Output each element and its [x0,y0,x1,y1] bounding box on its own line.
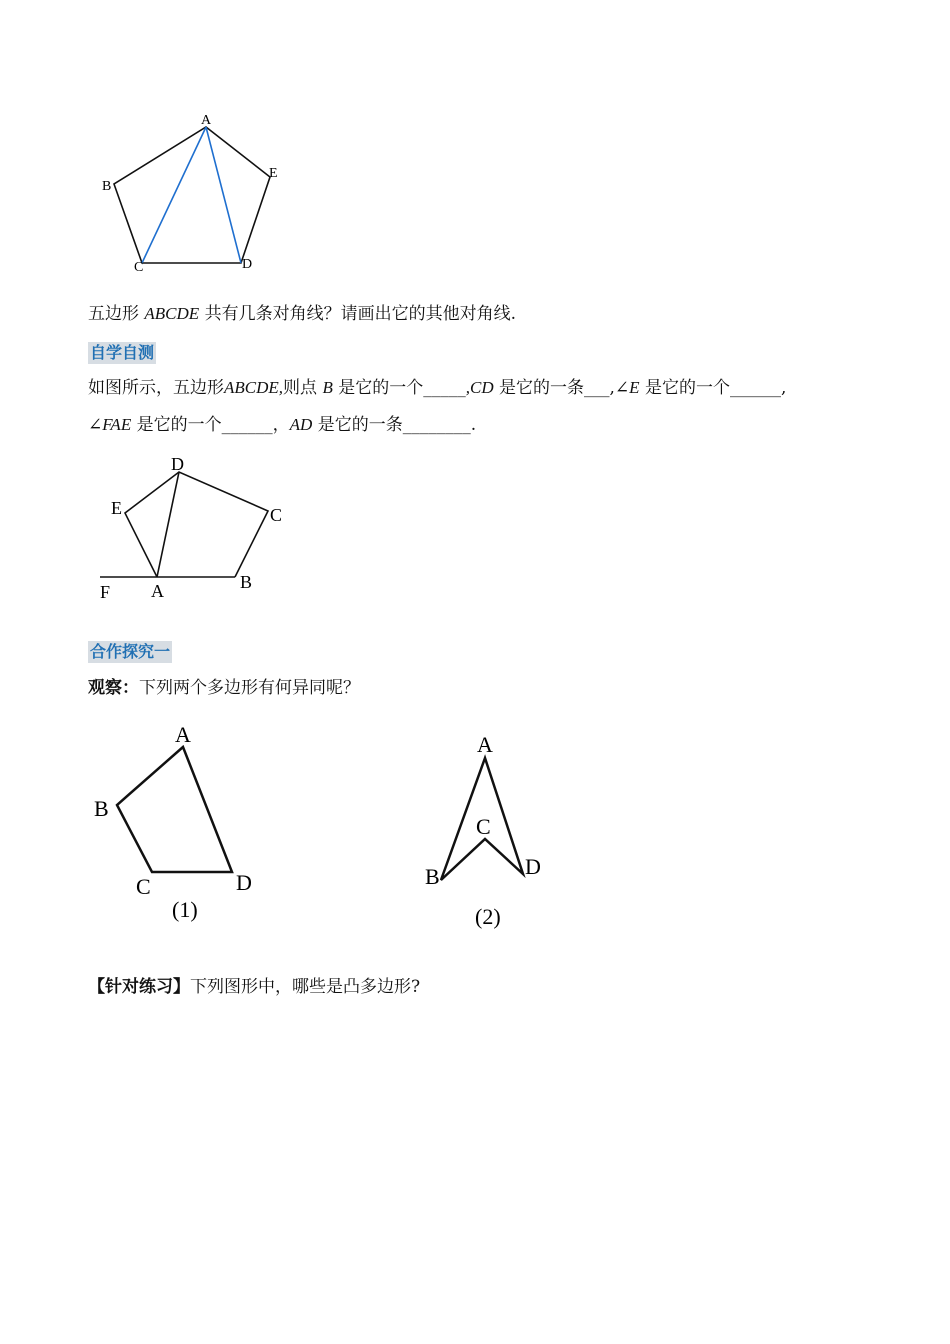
answer-blank[interactable]: ______ [729,378,781,398]
pentagon-outline [125,472,268,577]
question-text: 共有几条对角线？请画出它的其他对角线. [204,304,516,324]
vertex-label-c: C [134,260,144,275]
answer-blank[interactable]: ___ [584,378,610,398]
text: , [465,378,470,397]
figure-caption-1: (1) [172,897,198,922]
vertex-label-b: B [94,796,109,821]
observe-text: 下列两个多边形有何异同呢？ [139,678,360,698]
figure-caption-2: (2) [475,904,501,929]
section-heading-coop: 合作探究一 [90,642,171,661]
polygon-name: ABCDE [144,304,200,323]
vertex-label-b: B [102,179,112,194]
pentagon-exterior-angle-figure [95,450,295,605]
diagonal-ad [157,472,179,577]
quadrilateral-outline [117,747,232,872]
fill-blank-line-2 [88,414,476,436]
point-name: B [322,378,333,397]
vertex-label-c: C [270,505,283,525]
answer-blank[interactable]: ________ [402,415,471,435]
text: 是它的一条 [317,415,403,435]
vertex-label-a: A [151,581,164,601]
question-text: 五边形 [88,304,139,324]
practice-label: 【针对练习】 [88,977,190,997]
text: 是它的一个 [136,415,222,435]
vertex-label-d: D [242,257,253,272]
answer-blank[interactable]: ______ [221,415,273,435]
vertex-label-d: D [171,454,184,474]
pentagon-diagonal-figure [95,108,295,283]
angle-name: ∠E [614,378,640,397]
text: , [780,378,787,398]
text: 是它的一个 [338,378,424,398]
vertex-label-c: C [136,874,151,899]
text: ， [272,415,290,435]
text: 则点 [283,378,318,398]
practice-line [88,976,420,998]
section-heading-self-test: 自学自测 [90,343,155,362]
answer-blank[interactable]: _____ [423,378,466,398]
concave-quadrilateral-figure [415,725,565,935]
text: 如图所示，五边形 [88,378,224,398]
text: . [470,415,477,435]
diagonal-ad [206,127,241,263]
vertex-label-b: B [240,572,253,592]
vertex-label-d: D [236,870,252,895]
vertex-label-b: B [425,864,440,889]
vertex-label-e: E [269,166,278,181]
pentagon-outline [114,127,270,263]
vertex-label-a: A [175,722,191,747]
observe-line [88,677,360,699]
convex-quadrilateral-figure [88,715,278,930]
polygon-name: ABCDE, [224,378,284,397]
vertex-label-a: A [477,732,493,757]
text: , [609,378,615,398]
segment-name: CD [469,378,494,397]
segment-name: AD [289,415,313,434]
vertex-label-e: E [111,498,122,518]
question-diagonals [88,303,516,325]
text: 是它的一条 [499,378,585,398]
vertex-label-a: A [201,113,212,128]
vertex-label-f: F [100,582,111,602]
practice-text: 下列图形中，哪些是凸多边形? [190,977,421,997]
fill-blank-line-1 [88,377,786,399]
vertex-label-c: C [476,814,491,839]
angle-name: ∠FAE [88,415,132,434]
text: 是它的一个 [644,378,730,398]
observe-label: 观察： [88,678,139,698]
vertex-label-d: D [525,854,541,879]
